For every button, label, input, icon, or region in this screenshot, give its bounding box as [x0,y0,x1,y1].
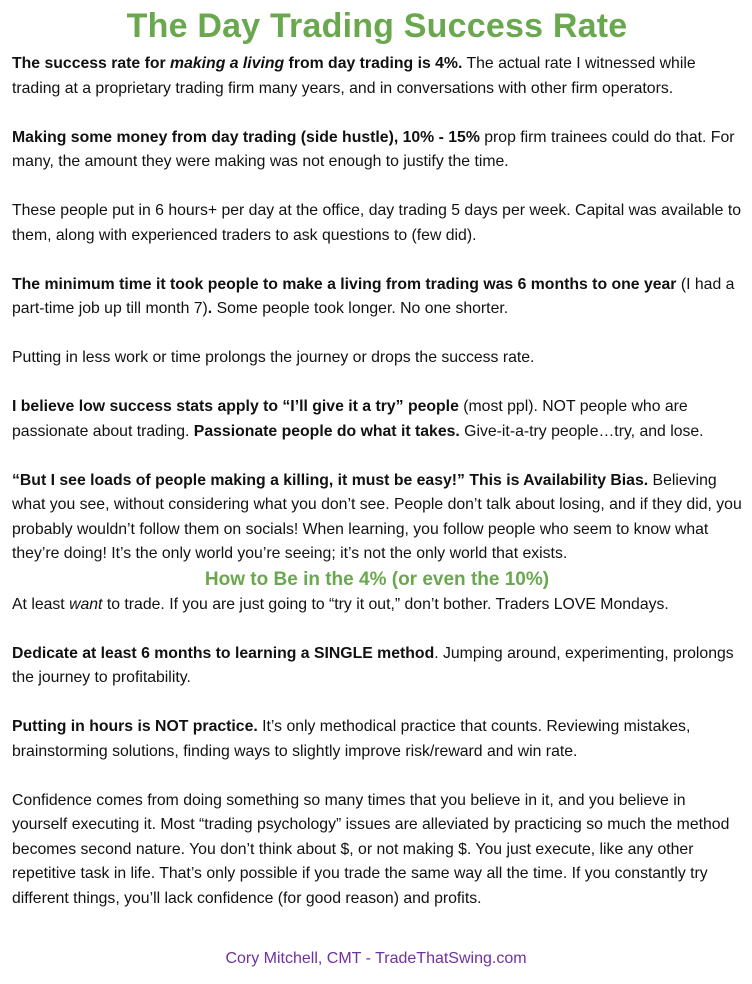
text-run: . [207,300,213,317]
paragraph-spacer [12,175,742,200]
text-run: At least [12,595,70,613]
paragraph-spacer [12,444,742,469]
text-run: These people put in 6 hours+ per day at the office, day trading 5 days per week. Capital was available to them, along with experienced traders to ask questions to (few did). [12,202,742,244]
section-subheading: How to Be in the 4% (or even the 10%) [204,568,550,590]
paragraph-spacer [12,101,742,126]
text-run: prop firm trainees could do that. For many, the amount they were making was not enough to justify the time. [12,128,735,170]
paragraph-spacer [12,322,742,347]
paragraph [12,52,742,101]
text-run: Putting in less work or time prolongs the journey or drops the success rate. [12,349,535,366]
text-run: Dedicate at least 6 months to learning a SINGLE method [12,644,435,662]
advice-section [12,593,742,912]
paragraph [12,395,742,444]
paragraph-spacer [12,371,742,396]
text-run: want [69,595,103,613]
paragraph [12,789,742,912]
intro-section [12,52,742,567]
paragraph [12,593,742,618]
paragraph [12,199,742,248]
text-run: “But I see loads of people making a killing, it must be easy!” This is Availability Bias. [12,471,649,489]
text-run: Passionate people do what it takes. [193,422,460,440]
paragraph-spacer [12,248,742,273]
text-run: (I had a part-time job up till month 7) [12,275,735,317]
text-run: Confidence comes from doing something so many times that you believe in it, and you believe in yourself executing it. Most “trading psychology” issues are alleviated by practicing so much the method becomes second nature. You don’t think about $, or not making $. You just execute, like any other repetitive task in life. That’s only possible if you trade the same way all the time. If you constantly try different things, you’ll lack confidence (for good reason) and profits. [12,791,730,907]
text-run: It’s only methodical practice that counts. Reviewing mistakes, brainstorming solutions, finding ways to slightly improve risk/reward and win rate. [12,718,691,760]
text-run: Some people took longer. No one shorter. [212,300,509,317]
paragraph-spacer [12,617,742,642]
paragraph [12,469,742,567]
text-run: (most ppl). NOT people who are passionate about trading. [12,398,688,440]
text-run: The minimum time it took people to make a living from trading was 6 months to one year [12,275,677,293]
text-run: I believe low success stats apply to “I’ll give it a try” people [12,398,459,415]
paragraph [12,642,742,691]
text-run: The success rate for [12,55,171,72]
text-run: to trade. If you are just going to “try it out,” don’t bother. Traders LOVE Mondays. [102,595,669,613]
paragraph [12,273,742,322]
text-run: Believing what you see, without considering what you don’t see. People don’t talk about losing, and if they did, you probably wouldn’t follow them on socials! When learning, you follow people who seem to know what they’re doing! It’s the only world you’re seeing; it’s not the only world that exists. [12,471,742,562]
paragraph [12,346,742,371]
paragraph [12,126,742,175]
text-run: Putting in hours is NOT practice. [12,718,258,735]
text-run: . Jumping around, experimenting, prolongs the journey to profitability. [12,644,734,686]
page-title: The Day Trading Success Rate [126,7,628,45]
text-run: Give-it-a-try people…try, and lose. [459,422,704,440]
paragraph [12,715,742,764]
text-run: from day trading is 4%. [284,55,463,72]
paragraph-spacer [12,764,742,789]
text-run: Making some money from day trading (side hustle), 10% - 15% [12,128,480,146]
author-footer: Cory Mitchell, CMT - TradeThatSwing.com [225,950,527,967]
text-run: The actual rate I witnessed while trading at a proprietary trading firm many years, and in conversations with other firm operators. [12,55,696,97]
text-run: making a living [170,55,285,72]
paragraph-spacer [12,691,742,716]
